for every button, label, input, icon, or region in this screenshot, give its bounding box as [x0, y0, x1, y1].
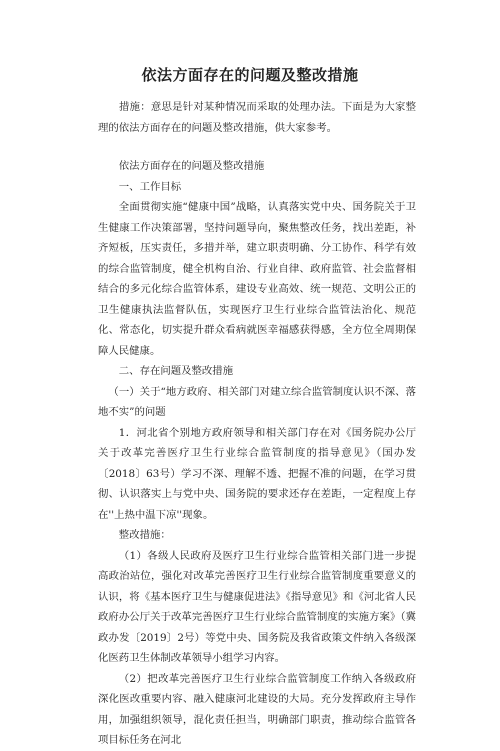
subsection1-title: （一）关于“地方政府、相关部门对建立综合监管制度认识不深、落地不实”的问题: [98, 385, 416, 418]
section1-text: 全面贯彻实施“健康中国”战略，认真落实党中央、国务院关于卫生健康工作决策部署，坚持问题导向，聚焦整改任务，找出差距，补齐短板，压实责任，多措并举，建立职责明确、分工协作、科学有效的综合监管制度，健全机构自治、行业自律、政府监管、社会监督相结合的多元化综合监管体系，建设专业高效、统一规范、文明公正的卫生健康执法监督队伍，实现医疗卫生行业综合监管法治化、规范化、常态化，切实提升群众看病就医幸福感获得感，全方位全周期保障人民健康。: [98, 201, 416, 357]
measure1-text: （1）各级人民政府及医疗卫生行业综合监管相关部门进一步提高政治站位，强化对改革完善医疗卫生行业综合监管制度重要意义的认识，将《基本医疗卫生与健康促进法》《指导意见》和《河北省人民政府办公厅关于改革完善医疗卫生行业综合监管制度的实施方案》（冀政办发〔2019〕2号）等党中央、国务院及我省政策文件纳入各级深化医药卫生体制改革领导小组学习内容。: [98, 549, 416, 664]
document-body: [98, 156, 416, 751]
document-title: 依法方面存在的问题及整改措施: [141, 66, 359, 84]
measures-label: 整改措施：: [118, 529, 171, 541]
intro-paragraph: [98, 97, 416, 138]
section2-title: 二、存在问题及整改措施: [118, 365, 234, 377]
measure2-text: （2）把改革完善医疗卫生行业综合监管制度工作纳入各级政府深化医改重要内容、融入健康河北建设的大局。充分发挥政府主导作用，加强组织领导，混化责任担当，明确部门职责，推动综合监管各项目标任务在河北: [98, 672, 416, 746]
item1-text: 1．河北省个别地方政府领导和相关部门存在对《国务院办公厅关于改革完善医疗卫生行业综合监管制度的指导意见》（国办发〔2018〕63号）学习不深、理解不透、把握不准的问题，在学习贯彻、认识落实上与党中央、国务院的要求还存在差距，一定程度上存在''上热中温下凉''现象。: [98, 426, 416, 521]
document-heading: 依法方面存在的问题及整改措施: [118, 160, 265, 172]
section1-title: 一、工作目标: [118, 180, 182, 193]
intro-text: 措施：意思是针对某种情况而采取的处理办法。下面是为大家整理的依法方面存在的问题及整改措施，供大家参考。: [98, 101, 416, 134]
